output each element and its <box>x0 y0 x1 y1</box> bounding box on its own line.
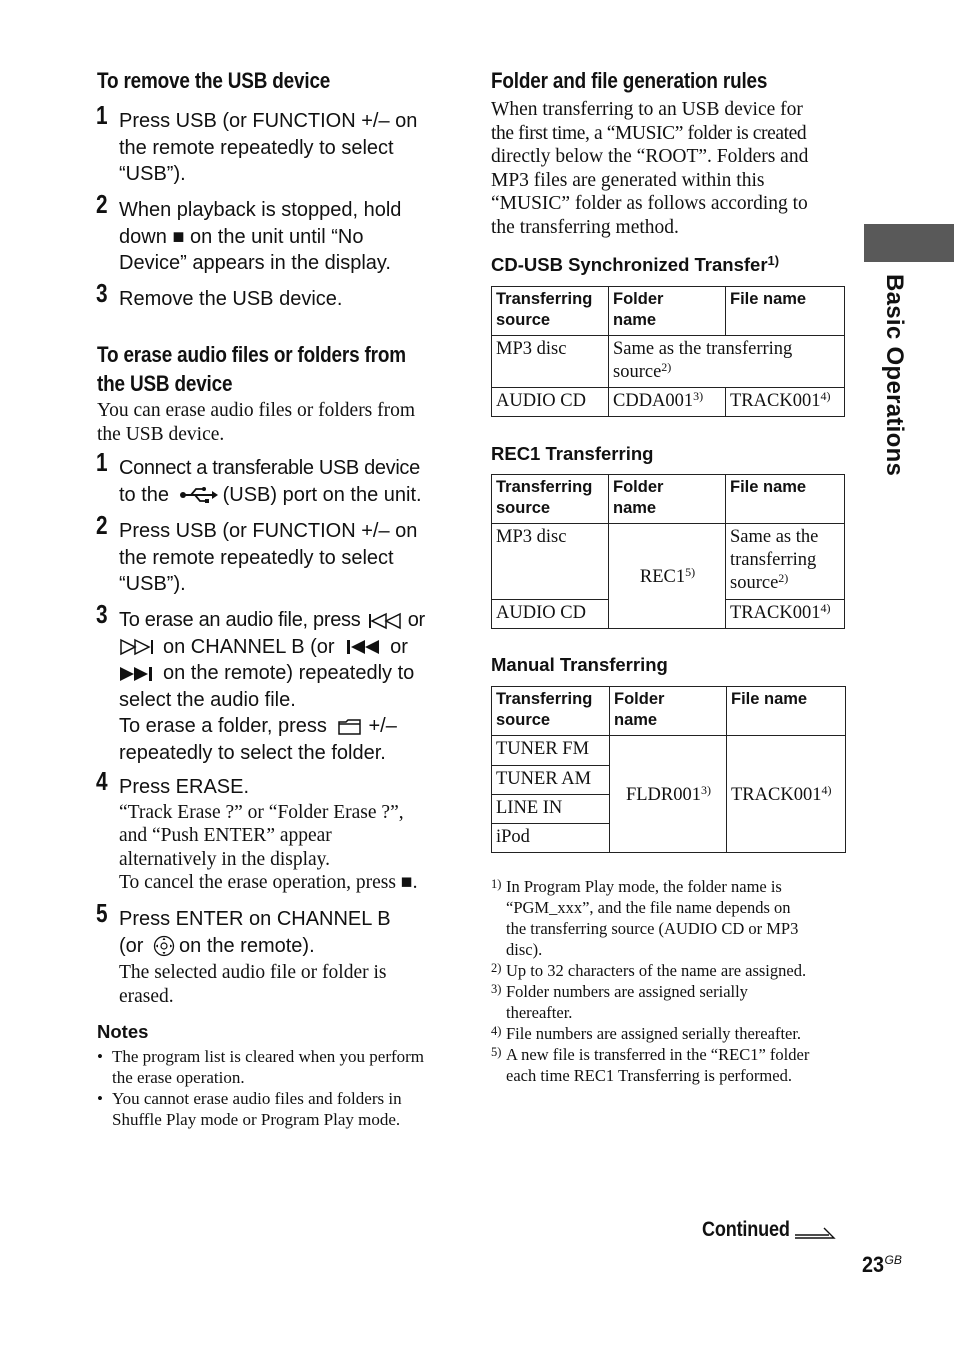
step-text: Press USB (or FUNCTION +/– on <box>119 110 418 132</box>
footnote-mark: 3) <box>491 982 502 996</box>
prev-track-icon <box>346 638 384 656</box>
remove-step-3 <box>96 278 459 313</box>
section-tab-marker <box>864 224 954 262</box>
intro-line: MP3 files are generated within this <box>491 169 765 191</box>
step-number: 3 <box>96 599 108 629</box>
header-file: File name <box>727 687 846 736</box>
cell-folder: REC1$^{5)}$ <box>609 524 726 629</box>
footnote-2 <box>491 960 851 981</box>
section-tab-label: Basic Operations <box>881 274 908 477</box>
rec1-table <box>491 474 845 629</box>
footnote-3 <box>491 981 851 1023</box>
cell-source: MP3 disc <box>492 336 609 388</box>
footnote-text: disc). <box>506 940 543 959</box>
erase-intro <box>97 399 415 446</box>
table-header-row <box>492 475 845 524</box>
step-text: When playback is stopped, hold <box>119 199 402 221</box>
note-text: The program list is cleared when you perform <box>112 1047 425 1066</box>
intro-line: You can erase audio files or folders from <box>97 400 416 421</box>
step-text: down ■ on the unit until “No <box>119 225 364 248</box>
step-text: on the remote) repeatedly to <box>163 662 415 684</box>
cell-source: iPod <box>492 824 610 853</box>
erase-step-4 <box>96 766 459 895</box>
next-track-outline-icon <box>119 638 159 656</box>
manual-title: Manual Transferring <box>491 654 668 675</box>
footnote-mark: 4) <box>491 1024 502 1038</box>
step-text: Device” appears in the display. <box>119 252 391 274</box>
intro-line: directly below the “ROOT”. Folders and <box>491 146 809 167</box>
cd-usb-title-text: CD-USB Synchronized Transfer <box>491 254 768 275</box>
erase-step-1 <box>96 447 459 508</box>
remove-usb-heading: To remove the USB device <box>97 68 331 93</box>
header-source: Transferring source <box>492 475 609 524</box>
header-file: File name <box>726 475 845 524</box>
step-detail: alternatively in the display. <box>119 848 331 870</box>
step-text: (USB) port on the unit. <box>222 483 422 506</box>
footnote-4 <box>491 1023 851 1044</box>
erase-heading-line: To erase audio files or folders from <box>97 342 406 367</box>
step-text: the remote repeatedly to select <box>119 136 394 159</box>
step-text: select the audio file. <box>119 688 296 711</box>
step-text: Press ERASE. <box>119 776 250 798</box>
footnote-5 <box>491 1044 851 1086</box>
step-text: “USB”). <box>119 163 186 185</box>
step-number: 1 <box>96 100 108 130</box>
step-detail: and “Push ENTER” appear <box>119 825 332 846</box>
step-text: to the <box>119 483 170 506</box>
cell-source: AUDIO CD <box>492 388 609 417</box>
footnote-mark: 1) <box>491 877 502 891</box>
step-text: To erase a folder, press <box>119 715 327 737</box>
footnote-mark: 2) <box>491 961 502 975</box>
cell-folder: Same as the transferring source$^{2)}$ <box>609 336 845 388</box>
footnote-text: File numbers are assigned serially thereafter. <box>506 1024 802 1043</box>
table-row <box>492 388 845 417</box>
step-text: on the remote). <box>179 934 315 957</box>
table-row <box>492 736 846 766</box>
cell-file: TRACK001$^{4)}$ <box>726 600 845 629</box>
header-folder: Folder name <box>609 475 726 524</box>
manual-table <box>491 686 846 853</box>
step-text: on CHANNEL B (or <box>163 635 335 658</box>
prev-track-outline-icon <box>368 612 406 630</box>
intro-line: the first time, a “MUSIC” folder is created <box>491 122 807 144</box>
cell-source: MP3 disc <box>492 524 609 600</box>
cell-source: TUNER FM <box>492 736 610 766</box>
footnote-1 <box>491 876 851 960</box>
step-text: Press ENTER on CHANNEL B <box>119 908 391 930</box>
bullet: • <box>97 1047 103 1066</box>
cell-folder: CDDA001$^{3)}$ <box>609 388 726 417</box>
rec1-title: REC1 Transferring <box>491 443 654 464</box>
cell-file: TRACK001$^{4)}$ <box>726 388 845 417</box>
cell-file: Same as the transferring source$^{2)}$ <box>726 524 845 600</box>
note-item <box>97 1046 457 1088</box>
step-number: 1 <box>96 447 108 477</box>
step-detail: erased. <box>119 985 174 1007</box>
header-folder: Folder name <box>610 687 727 736</box>
continued-indicator <box>702 1218 804 1242</box>
bullet: • <box>97 1089 103 1108</box>
footnote-text: thereafter. <box>506 1003 573 1022</box>
remove-step-1 <box>96 100 459 188</box>
footnote-text: each time REC1 Transferring is performed. <box>506 1066 792 1085</box>
page-number <box>862 1252 902 1278</box>
step-text: “USB”). <box>119 573 186 595</box>
table-row <box>492 524 845 600</box>
footnote-text: A new file is transferred in the “REC1” folder <box>506 1045 810 1064</box>
note-text: the erase operation. <box>112 1068 245 1087</box>
table-header-row <box>492 287 845 336</box>
step-text: the remote repeatedly to select <box>119 546 394 569</box>
step-detail: To cancel the erase operation, press ■. <box>119 872 418 893</box>
cell-file: TRACK001$^{4)}$ <box>727 736 846 853</box>
intro-line: the transferring method. <box>491 216 679 238</box>
step-text: (or <box>119 934 144 957</box>
step-text: repeatedly to select the folder. <box>119 741 386 764</box>
page-number-value: 23 <box>862 1252 885 1277</box>
cell-source: AUDIO CD <box>492 600 609 629</box>
erase-step-3 <box>96 599 459 766</box>
step-text: Remove the USB device. <box>119 288 343 310</box>
footnote-text: Folder numbers are assigned serially <box>506 982 748 1001</box>
note-item <box>97 1088 457 1130</box>
footnote-text: the transferring source (AUDIO CD or MP3 <box>506 919 799 938</box>
erase-heading <box>97 340 406 398</box>
footnote-text: In Program Play mode, the folder name is <box>506 877 782 896</box>
folder-rules-heading: Folder and file generation rules <box>491 68 768 93</box>
cell-source: TUNER AM <box>492 766 610 795</box>
next-track-icon <box>119 665 159 683</box>
step-text: or <box>390 635 408 658</box>
footnote-ref: 1) <box>767 253 780 268</box>
footnote-text: Up to 32 characters of the name are assigned. <box>506 961 807 980</box>
intro-line: “MUSIC” folder as follows according to <box>491 193 808 214</box>
folder-icon <box>338 718 362 736</box>
remove-step-2 <box>96 189 459 277</box>
step-number: 2 <box>96 510 108 540</box>
erase-step-5 <box>96 898 459 1008</box>
cd-usb-title <box>491 254 779 276</box>
step-detail: The selected audio file or folder is <box>119 962 387 983</box>
step-text: +/– <box>368 715 397 737</box>
note-text: You cannot erase audio files and folders in <box>112 1089 402 1108</box>
header-file: File name <box>726 287 845 336</box>
header-folder: Folder name <box>609 287 726 336</box>
step-text: Press USB (or FUNCTION +/– on <box>119 520 418 542</box>
note-text: Shuffle Play mode or Program Play mode. <box>112 1110 401 1129</box>
footnote-text: “PGM_xxx”, and the file name depends on <box>506 898 791 917</box>
step-number: 2 <box>96 189 108 219</box>
usb-icon <box>179 486 219 504</box>
cd-usb-table <box>491 286 845 417</box>
step-number: 3 <box>96 278 108 308</box>
enter-button-icon <box>153 935 175 957</box>
header-source: Transferring source <box>492 287 609 336</box>
table-row <box>492 336 845 388</box>
page-suffix: GB <box>884 1253 902 1267</box>
erase-heading-line: the USB device <box>97 371 233 396</box>
cell-folder: FLDR001$^{3)}$ <box>610 736 727 853</box>
step-text: Connect a transferable USB device <box>119 457 420 479</box>
step-text: or <box>407 609 425 631</box>
continued-label: Continued <box>702 1218 790 1241</box>
step-detail: “Track Erase ?” or “Folder Erase ?”, <box>119 801 404 823</box>
step-text: To erase an audio file, press <box>119 609 361 631</box>
intro-line: When transferring to an USB device for <box>491 99 803 120</box>
continued-arrow-icon <box>794 1222 836 1240</box>
footnote-mark: 5) <box>491 1045 502 1059</box>
header-source: Transferring source <box>492 687 610 736</box>
erase-step-2 <box>96 510 459 598</box>
step-number: 5 <box>96 898 108 928</box>
notes-list <box>97 1046 457 1130</box>
intro-line: the USB device. <box>97 423 225 445</box>
notes-heading: Notes <box>97 1021 149 1042</box>
step-number: 4 <box>96 766 108 796</box>
table-header-row <box>492 687 846 736</box>
folder-rules-intro <box>491 98 843 239</box>
cell-source: LINE IN <box>492 795 610 824</box>
